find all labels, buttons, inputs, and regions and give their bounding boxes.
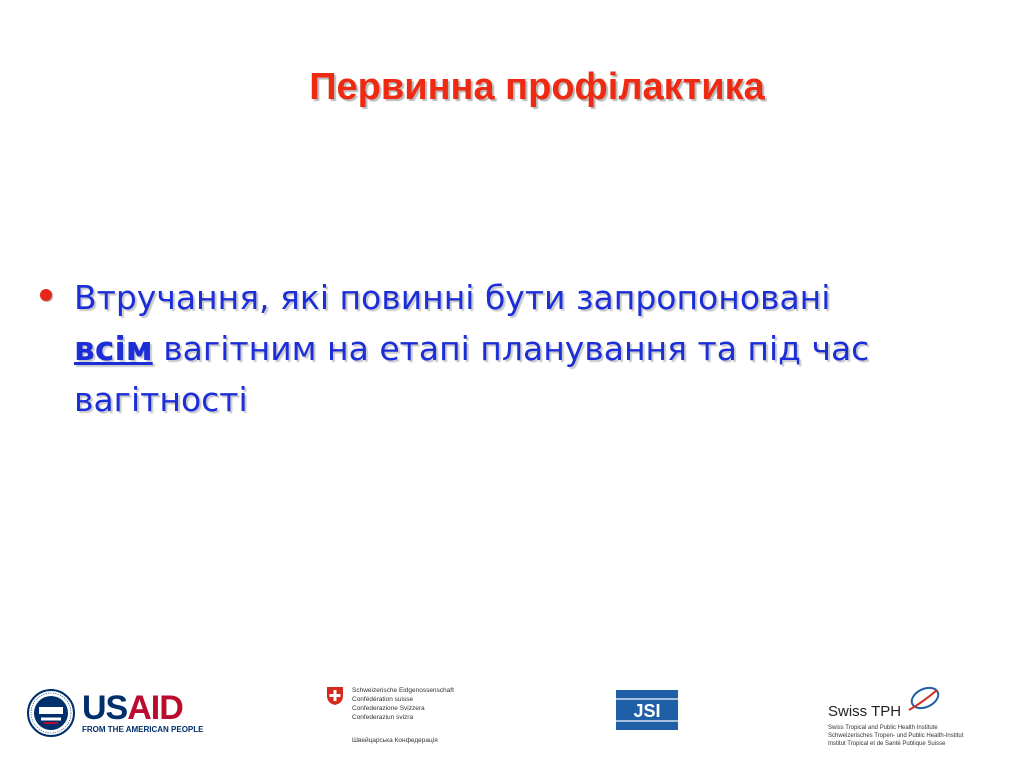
- swiss-shield-icon: [326, 686, 344, 706]
- usaid-tagline: FROM THE AMERICAN PEOPLE: [82, 724, 204, 734]
- swiss-tph-logo: [828, 680, 963, 748]
- jsi-logo-mark: [616, 690, 678, 730]
- bullet-dot: [40, 289, 52, 301]
- swiss-ukr-name: Швейцарська Конфедерація: [352, 737, 438, 744]
- usaid-logo: [26, 688, 203, 738]
- swiss-tph-name: Swiss TPH: [828, 703, 902, 720]
- swiss-names: Schweizerische Eidgenossenschaft Confédération suisse Confederazione Svizzera Confederaziun svizra Швейцарська Конфедерація: [352, 687, 454, 744]
- slide-title: Первинна профілактика: [309, 66, 765, 108]
- swiss-tph-subtitles: Swiss Tropical and Public Health Institute Schweizerisches Tropen- und Public Health-Institut Institut Tropical et de Santé Publique Suisse: [828, 725, 964, 747]
- logo-bar: [0, 680, 1024, 760]
- bullet-text-part1: Втручання, які повинні бути запропоновані: [74, 278, 831, 317]
- swiss-confederation-logo: [326, 686, 454, 745]
- jsi-logo: [616, 690, 678, 734]
- bullet-text: [74, 272, 1000, 425]
- bullet-text-part2: вагітним на етапі планування та під час вагітності: [74, 329, 870, 419]
- bullet-emphasis: всім: [74, 329, 153, 368]
- bullet-item: [40, 272, 1000, 425]
- swiss-tph-swoosh-icon: [903, 680, 943, 720]
- svg-text:JSI: JSI: [633, 701, 661, 721]
- usaid-wordmark: USAID: [82, 688, 183, 727]
- usaid-seal-icon: [26, 688, 76, 738]
